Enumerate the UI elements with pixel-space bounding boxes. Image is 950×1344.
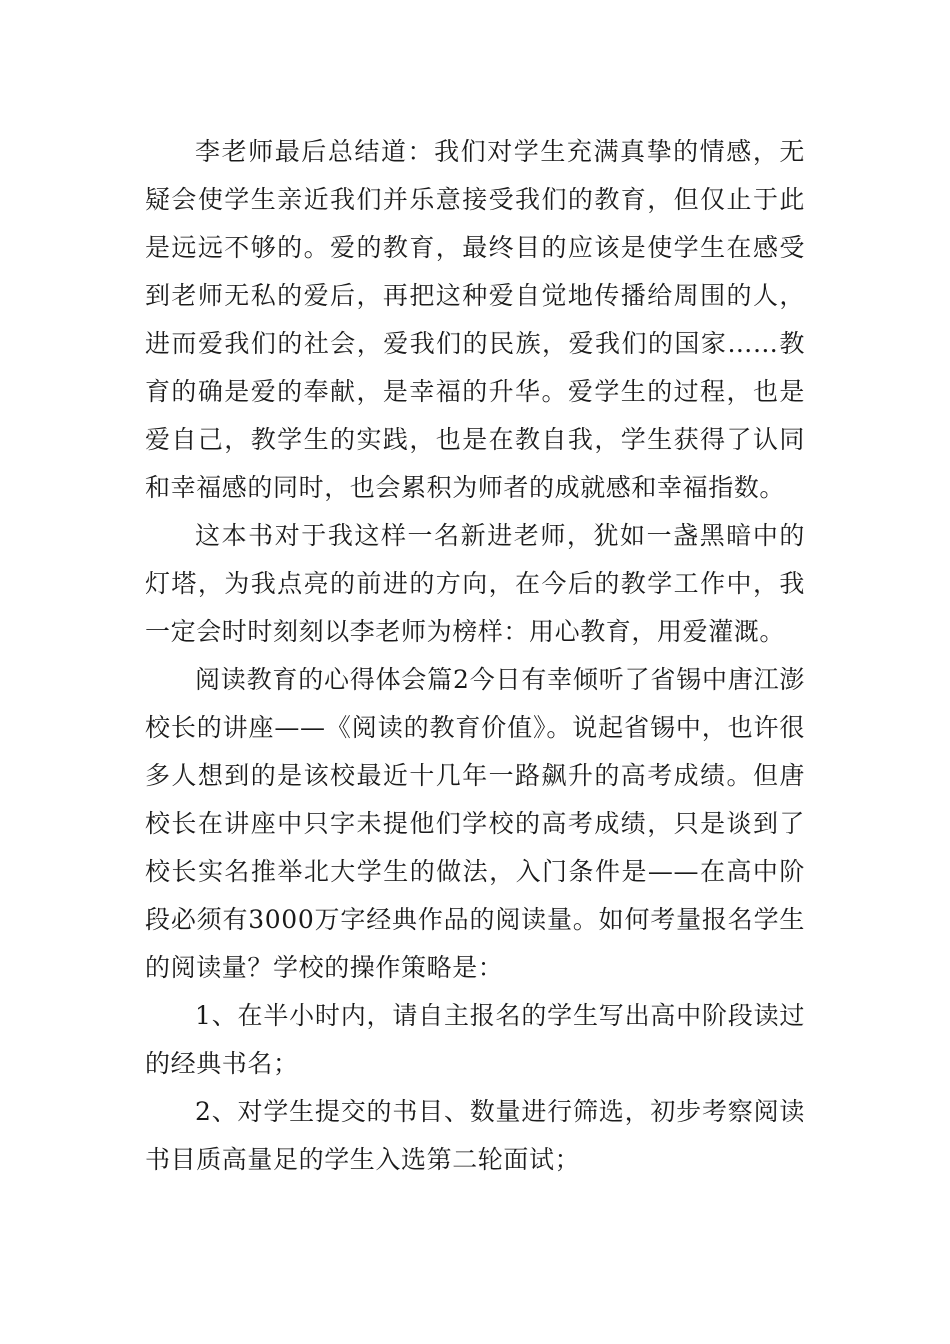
paragraph-strategy-step-1: 1、在半小时内，请自主报名的学生写出高中阶段读过的经典书名； [145, 1001, 805, 1078]
paragraph-book-reflection: 这本书对于我这样一名新进老师，犹如一盏黑暗中的灯塔，为我点亮的前进的方向，在今后的教学工作中，我一定会时时刻刻以李老师为榜样：用心教育，用爱灌溉。 [145, 521, 805, 646]
document-page [145, 128, 805, 1184]
paragraph-lecture-intro: 阅读教育的心得体会篇2今日有幸倾听了省锡中唐江澎校长的讲座——《阅读的教育价值》。说起省锡中，也许很多人想到的是该校最近十几年一路飙升的高考成绩。但唐校长在讲座中只字未提他们学校的高考成绩，只是谈到了校长实名推举北大学生的做法，入门条件是——在高中阶段必须有3000万字经典作品的阅读量。如何考量报名学生的阅读量？学校的操作策略是： [145, 665, 805, 982]
paragraph-summary: 李老师最后总结道：我们对学生充满真挚的情感，无疑会使学生亲近我们并乐意接受我们的教育，但仅止于此是远远不够的。爱的教育，最终目的应该是使学生在感受到老师无私的爱后，再把这种爱自觉地传播给周围的人，进而爱我们的社会，爱我们的民族，爱我们的国家……教育的确是爱的奉献，是幸福的升华。爱学生的过程，也是爱自己，教学生的实践，也是在教自我，学生获得了认同和幸福感的同时，也会累积为师者的成就感和幸福指数。 [145, 137, 805, 502]
paragraph-strategy-step-2: 2、对学生提交的书目、数量进行筛选，初步考察阅读书目质高量足的学生入选第二轮面试； [145, 1097, 805, 1174]
